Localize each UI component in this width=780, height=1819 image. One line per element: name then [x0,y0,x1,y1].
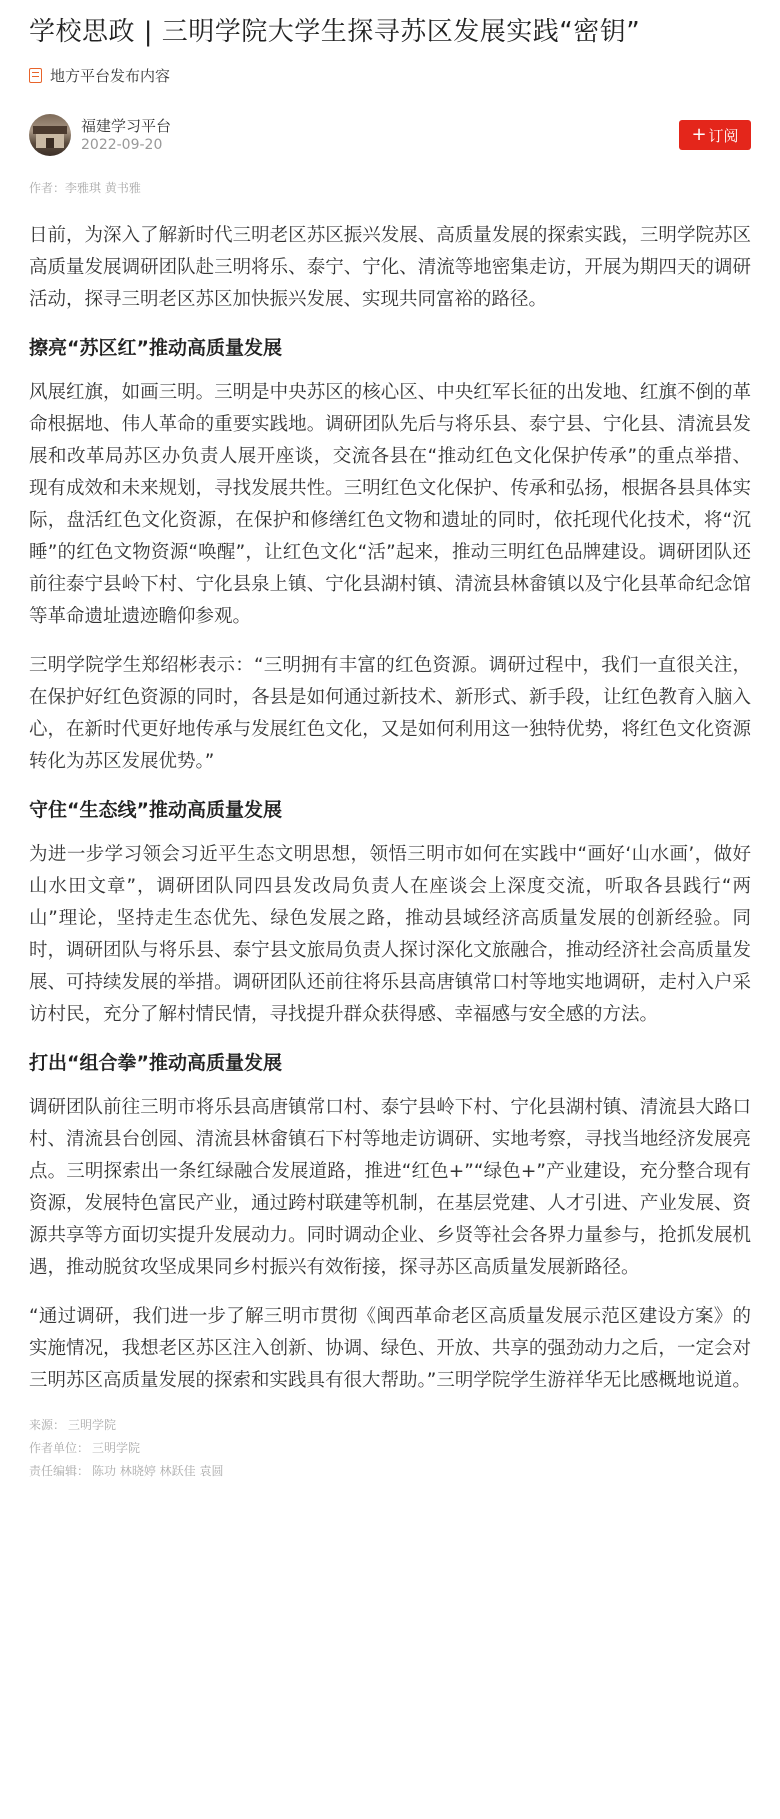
footer-unit [29,1437,751,1460]
publisher-name[interactable]: 福建学习平台 [81,117,172,135]
paragraph: 调研团队前往三明市将乐县高唐镇常口村、泰宁县岭下村、宁化县湖村镇、清流县大路口村、清流县台创园、清流县林畲镇石下村等地走访调研、实地考察，寻找当地经济发展亮点。三明探索出一条红绿融合发展道路，推进“红色+”“绿色+”产业建设，充分整合现有资源，发展特色富民产业，通过跨村联建等机制，在基层党建、人才引进、产业发展、资源共享等方面切实提升发展动力。同时调动企业、乡贤等社会各界力量参与，抢抓发展机遇，推动脱贫攻坚成果同乡村振兴有效衔接，探寻苏区高质量发展新路径。 [29,1097,751,1278]
publish-date: 2022-09-20 [81,137,163,153]
publisher-avatar[interactable] [29,114,71,156]
paragraph: 为进一步学习领会习近平生态文明思想，领悟三明市如何在实践中“画好‘山水画’，做好山水田文章”，调研团队同四县发改局负责人在座谈会上深度交流，听取各县践行“两山”理论，坚持走生态优先、绿色发展之路，推动县域经济高质量发展的创新经验。同时，调研团队与将乐县、泰宁县文旅局负责人探讨深化文旅融合，推动经济社会高质量发展、可持续发展的举措。调研团队还前往将乐县高唐镇常口村等地实地调研，走村入户采访村民，充分了解村情民情，寻找提升群众获得感、幸福感与安全感的方法。 [29,844,751,1025]
paragraph: 三明学院学生郑绍彬表示：“三明拥有丰富的红色资源。调研过程中，我们一直很关注，在保护好红色资源的同时，各县是如何通过新技术、新形式、新手段，让红色教育入脑入心，在新时代更好地传承与发展红色文化，又是如何利用这一独特优势，将红色文化资源转化为苏区发展优势。” [29,655,751,772]
source-tag-label: 地方平台发布内容 [50,66,171,85]
footer-source-label: 来源： [29,1418,66,1432]
publisher-info [81,116,171,154]
author-label: 作者： [29,181,66,195]
paragraph: 风展红旗，如画三明。三明是中央苏区的核心区、中央红军长征的出发地、红旗不倒的革命根据地、伟人革命的重要实践地。调研团队先后与将乐县、泰宁县、宁化县、清流县发展和改革局苏区办负责人展开座谈，交流各县在“推动红色文化保护传承”的重点举措、现有成效和未来规划，寻找发展共性。三明红色文化保护、传承和弘扬，根据各县具体实际，盘活红色文化资源，在保护和修缮红色文物和遗址的同时，依托现代化技术，将“沉睡”的红色文物资源“唤醒”，让红色文化“活”起来，推动三明红色品牌建设。调研团队还前往泰宁县岭下村、宁化县泉上镇、宁化县湖村镇、清流县林畲镇以及宁化县革命纪念馆等革命遗址遗迹瞻仰参观。 [29,382,751,627]
section-heading: 打出“组合拳”推动高质量发展 [29,1052,282,1074]
footer-editors-value: 陈功 林晓婷 林跃佳 袁圆 [92,1464,224,1478]
footer-unit-value: 三明学院 [92,1441,141,1455]
footer-editors-label: 责任编辑： [29,1464,90,1478]
source-tag [29,64,751,86]
footer-source-value: 三明学院 [68,1418,117,1432]
section-heading: 守住“生态线”推动高质量发展 [29,799,282,821]
footer-source [29,1414,751,1437]
subscribe-label: 订阅 [708,126,739,145]
author-line [29,180,751,196]
paragraph: “通过调研，我们进一步了解三明市贯彻《闽西革命老区高质量发展示范区建设方案》的实施情况，我想老区苏区注入创新、协调、绿色、开放、共享的强劲动力之后，一定会对三明苏区高质量发展的探索和实践具有很大帮助。”三明学院学生游祥华无比感概地说道。 [29,1306,751,1391]
article-title: 学校思政 | 三明学院大学生探寻苏区发展实践“密钥” [29,17,641,47]
subscribe-button[interactable] [679,120,751,150]
local-platform-icon [29,68,42,83]
footer-meta [29,1414,751,1483]
paragraph: 日前，为深入了解新时代三明老区苏区振兴发展、高质量发展的探索实践，三明学院苏区高质量发展调研团队赴三明将乐、泰宁、宁化、清流等地密集走访，开展为期四天的调研活动，探寻三明老区苏区加快振兴发展、实现共同富裕的路径。 [29,225,751,310]
plus-icon: + [691,124,707,145]
footer-unit-label: 作者单位： [29,1441,90,1455]
footer-editors [29,1460,751,1483]
section-heading: 擦亮“苏区红”推动高质量发展 [29,337,282,359]
avatar-door [46,138,54,148]
publisher-row [29,114,751,156]
article-body [29,220,751,1397]
author-names: 李雅琪 黄书雅 [65,181,141,195]
avatar-roof [33,126,67,134]
